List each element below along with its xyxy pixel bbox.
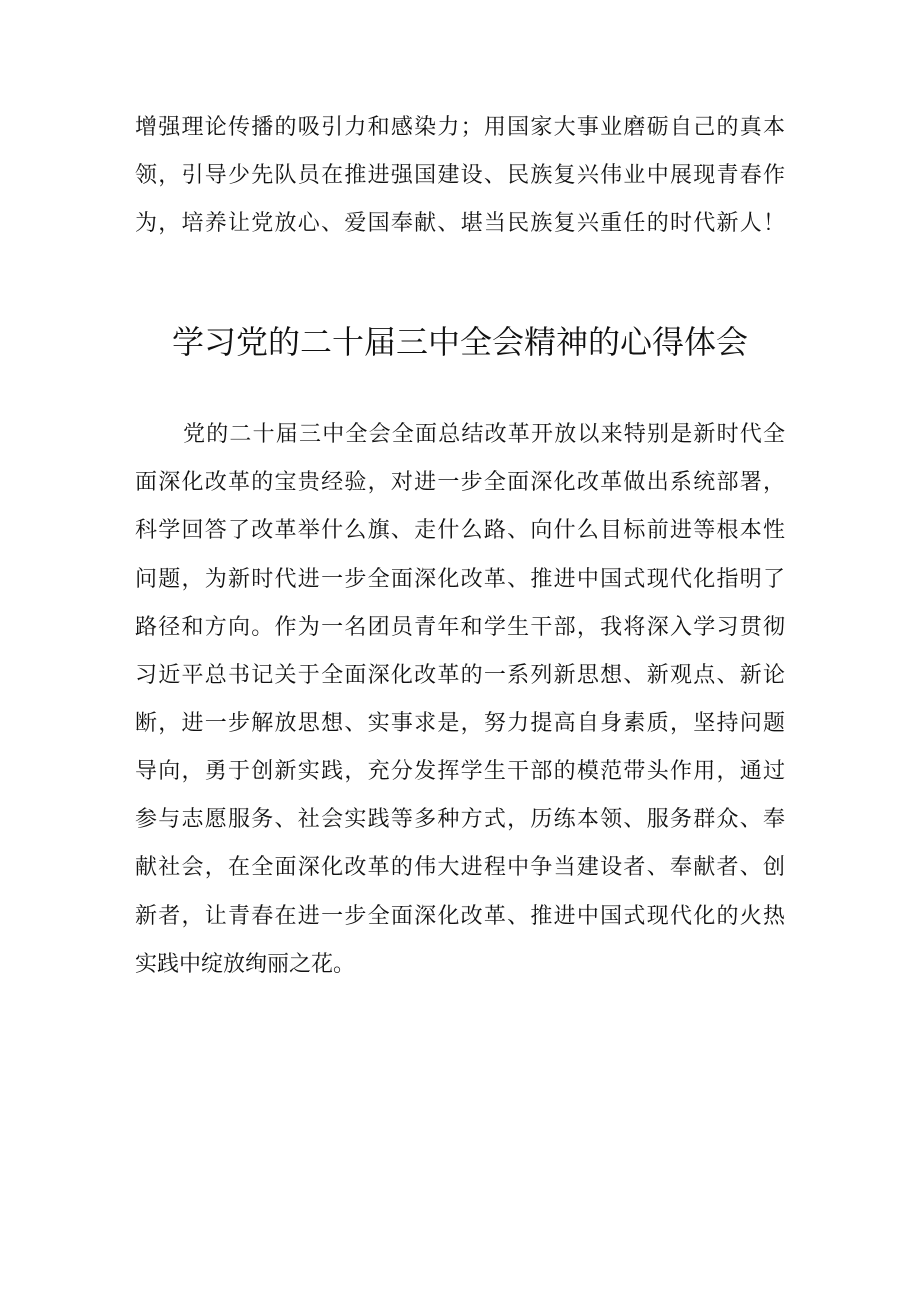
body-paragraph-line: 党的二十届三中全会全面总结改革开放以来特别是新时代全 xyxy=(183,422,785,447)
body-paragraph-line: 路径和方向。作为一名团员青年和学生干部，我将深入学习贯彻 xyxy=(135,615,785,640)
prev-paragraph-line: 领，引导少先队员在推进强国建设、民族复兴伟业中展现青春作 xyxy=(135,163,785,188)
body-paragraph-line: 习近平总书记关于全面深化改革的一系列新思想、新观点、新论 xyxy=(135,663,785,688)
body-paragraph-line: 新者，让青春在进一步全面深化改革、推进中国式现代化的火热 xyxy=(135,904,785,929)
prev-paragraph-line: 增强理论传播的吸引力和感染力；用国家大事业磨砺自己的真本 xyxy=(135,115,785,140)
body-paragraph-line: 面深化改革的宝贵经验，对进一步全面深化改革做出系统部署， xyxy=(135,470,785,495)
body-paragraph-line: 断，进一步解放思想、实事求是，努力提高自身素质，坚持问题 xyxy=(135,711,785,736)
body-paragraph-line: 问题，为新时代进一步全面深化改革、推进中国式现代化指明了 xyxy=(135,567,785,592)
prev-paragraph-line: 为，培养让党放心、爱国奉献、堪当民族复兴重任的时代新人！ xyxy=(135,211,785,236)
body-paragraph-line: 献社会，在全面深化改革的伟大进程中争当建设者、奉献者、创 xyxy=(135,855,785,880)
body-paragraph-line: 导向，勇于创新实践，充分发挥学生干部的模范带头作用，通过 xyxy=(135,759,785,784)
body-paragraph-line: 参与志愿服务、社会实践等多种方式，历练本领、服务群众、奉 xyxy=(135,807,785,832)
body-paragraph-line: 实践中绽放绚丽之花。 xyxy=(135,952,356,977)
article-title: 学习党的二十届三中全会精神的心得体会 xyxy=(171,323,748,361)
body-paragraph-line: 科学回答了改革举什么旗、走什么路、向什么目标前进等根本性 xyxy=(135,518,785,543)
